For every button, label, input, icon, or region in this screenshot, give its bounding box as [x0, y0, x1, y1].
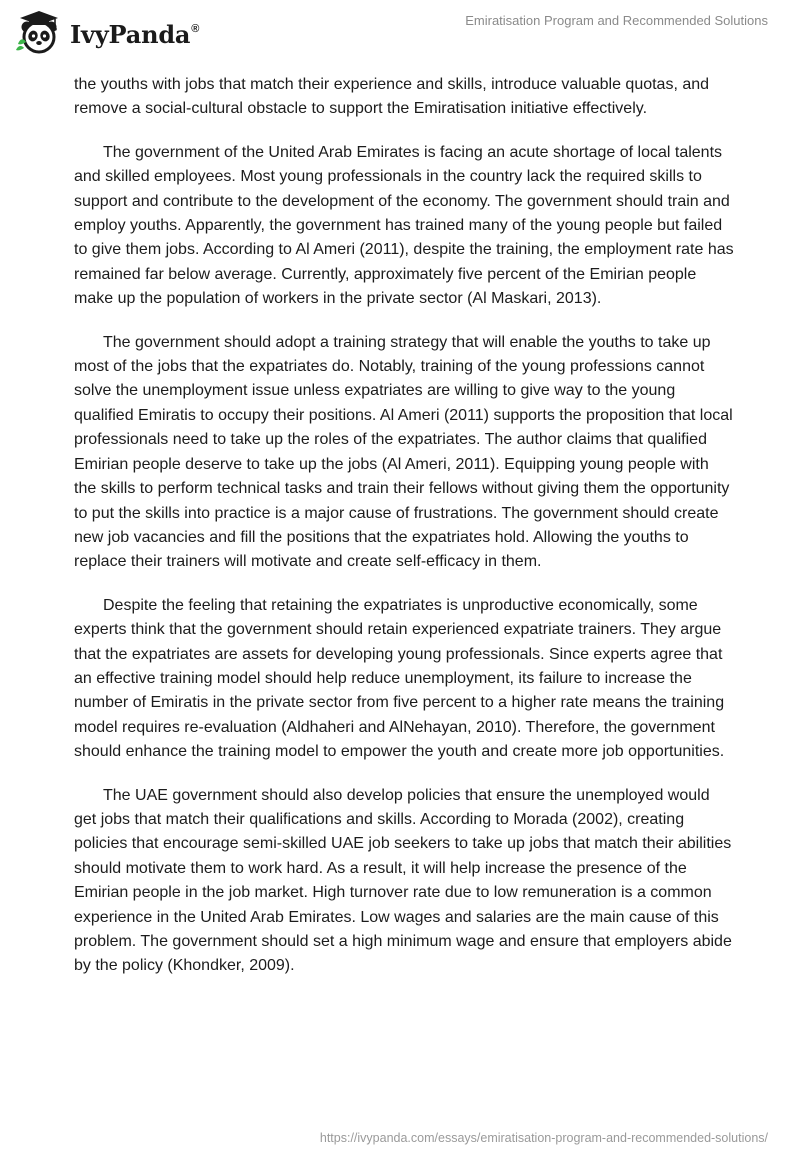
paragraph-continuation: the youths with jobs that match their experience and skills, introduce valuable quotas, and remove a social-cultural obstacle to support the Emiratisation initiative effectively.	[74, 76, 710, 118]
paragraph: The government of the United Arab Emirates is facing an acute shortage of local talents and skilled employees. Most young professionals in the country lack the required skills to support and contribute to the development of the economy. The government should train and employ youths. Apparently, the government has trained many of the young people but failed to give them jobs. According to Al Ameri (2011), despite the training, the employment rate has remained far below average. Currently, approximately five percent of the Emirian people make up the population of workers in the private sector (Al Maskari, 2013).	[74, 143, 734, 308]
panda-graduate-icon	[14, 8, 64, 58]
paragraph: The UAE government should also develop policies that ensure the unemployed would get jobs that match their qualifications and skills. According to Morada (2002), creating policies that encourage semi-skilled UAE job seekers to take up jobs that match their abilities should motivate them to work hard. As a result, it will help increase the presence of the Emirian people in the job market. High turnover rate due to low remuneration is a common experience in the United Arab Emirates. Low wages and salaries are the main cause of this problem. The government should set a high minimum wage and ensure that employers abide by the policy (Khondker, 2009).	[74, 786, 732, 975]
source-url[interactable]: https://ivypanda.com/essays/emiratisation-program-and-recommended-solutions/	[319, 1131, 768, 1145]
document-title: Emiratisation Program and Recommended Solutions	[465, 13, 768, 28]
paragraph: The government should adopt a training strategy that will enable the youths to take up most of the jobs that the expatriates do. Notably, training of the young professions cannot solve the unemployment issue unless expatriates are willing to give way to the young qualified Emiratis to occupy their positions. Al Ameri (2011) supports the proposition that local professionals need to take up the roles of the expatriates. The author claims that qualified Emirian people deserve to take up the jobs (Al Ameri, 2011). Equipping young people with the skills to perform technical tasks and train their fellows without giving them the opportunity to put the skills into practice is a major cause of frustrations. The government should create new job vacancies and fill the positions that the expatriates hold. Allowing the youths to replace their trainers will motivate and create self-efficacy in them.	[74, 333, 733, 571]
paragraph: Despite the feeling that retaining the expatriates is unproductive economically, some experts think that the government should retain experienced expatriate trainers. They argue that the expatriates are assets for developing young professionals. Since experts agree that an effective training model should help reduce unemployment, its failure to increase the number of Emiratis in the private sector from five percent to a higher rate means the training model requires re-evaluation (Aldhaheri and AlNehayan, 2010). Therefore, the government should enhance the training model to empower the youth and create more job opportunities.	[74, 596, 725, 761]
brand-logo[interactable]	[14, 8, 199, 58]
essay-body	[74, 73, 734, 998]
brand-name: IvyPanda®	[70, 19, 200, 49]
page-header	[0, 0, 800, 70]
